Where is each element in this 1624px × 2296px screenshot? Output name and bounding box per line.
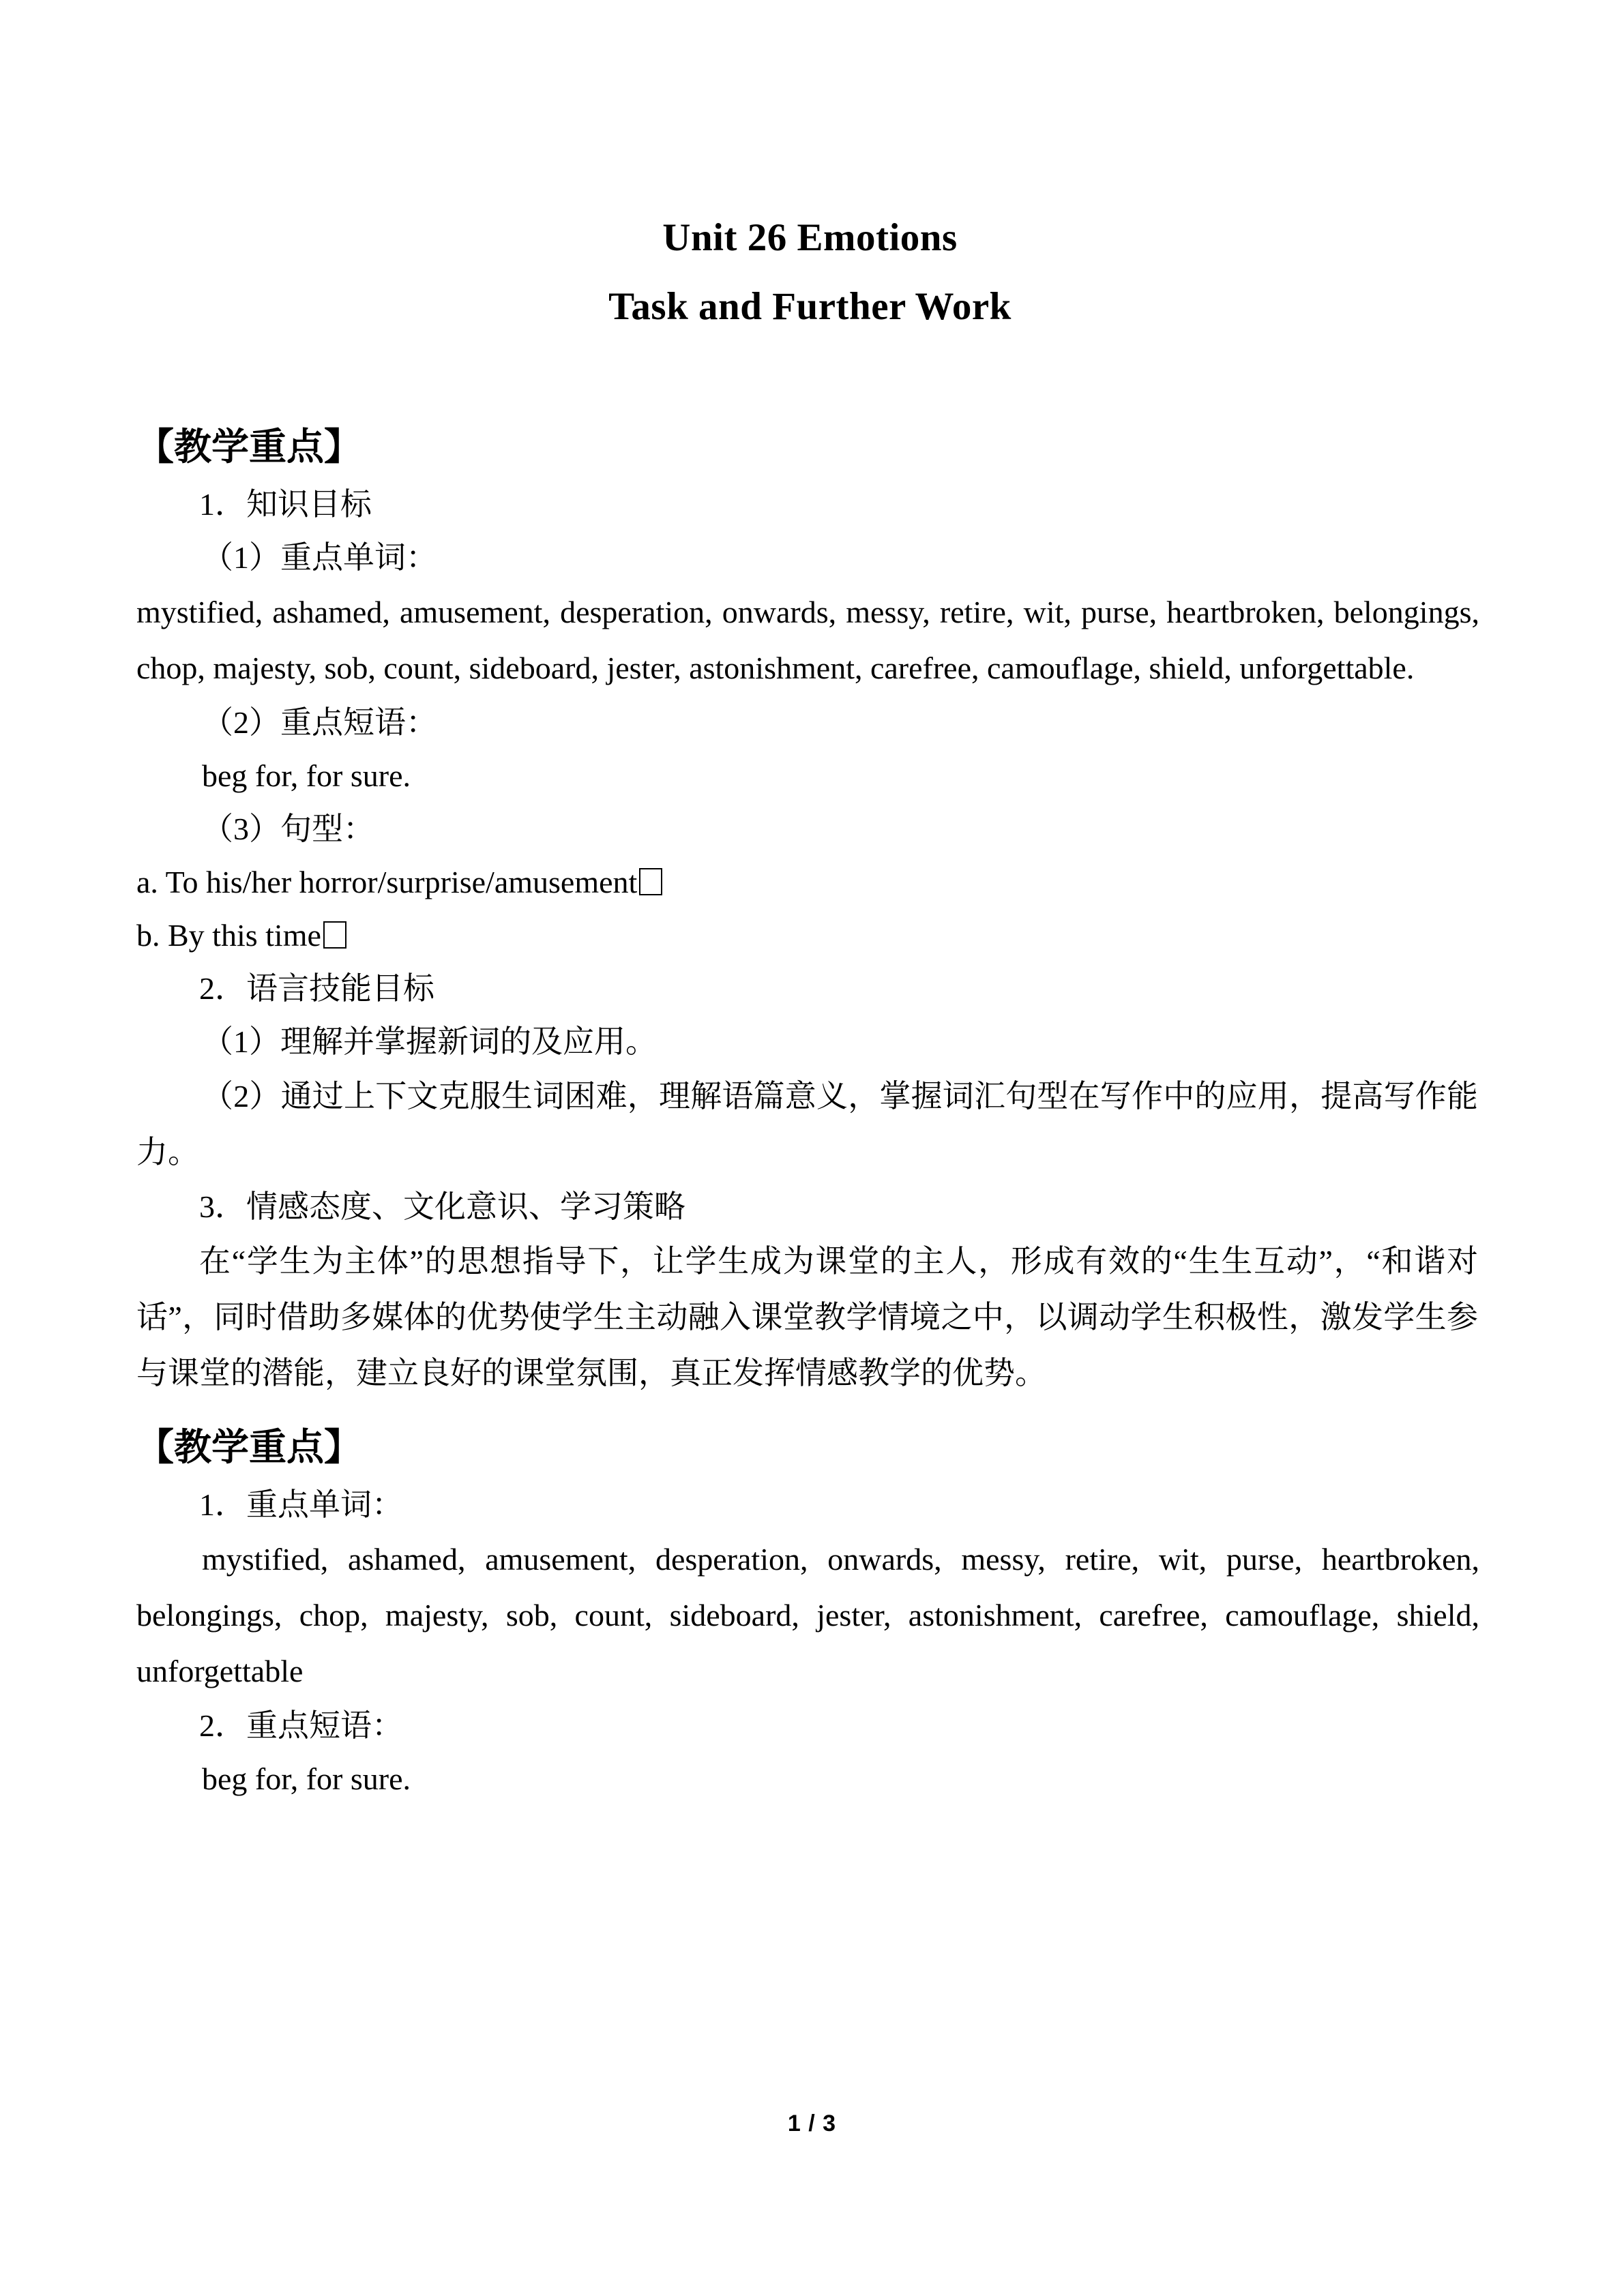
section-header-teaching-focus-1: 【教学重点】 (136, 426, 362, 468)
language-skill-2: （2）通过上下文克服生词困难，理解语篇意义，掌握词汇句型在写作中的应用，提高写作能力。 (136, 1079, 1478, 1169)
key-phrases-list-2: beg for, for sure. (202, 1761, 411, 1796)
key-phrases-list: beg for, for sure. (202, 758, 411, 793)
sentence-pattern-b-text: b. By this time (136, 918, 321, 953)
section-header-teaching-focus-2: 【教学重点】 (136, 1427, 362, 1468)
knowledge-objective-label: 1．知识目标 (199, 487, 372, 522)
language-skill-objective-label: 2．语言技能目标 (199, 971, 434, 1006)
key-phrases-label-2: 2．重点短语： (199, 1708, 403, 1743)
page-indicator: 1 / 3 (787, 2111, 837, 2136)
language-skill-1: （1）理解并掌握新词的及应用。 (202, 1024, 657, 1059)
key-words-label-2: 1．重点单词： (199, 1487, 403, 1522)
page-content (136, 0, 1483, 1806)
key-words-list: mystified, ashamed, amusement, desperation, onwards, messy, retire, wit, purse, heartbroken, belongings, chop, majesty, sob, count, sideboard, jester, astonishment, carefree, camouflage, shield, unforgettable. (136, 595, 1479, 685)
document-title-line1: Unit 26 Emotions (662, 216, 958, 259)
key-words-list-2: mystified, ashamed, amusement, desperation, onwards, messy, retire, wit, purse, heartbroken, belongings, chop, majesty, sob, count, sideboard, jester, astonishment, carefree, camouflage, shield, unforgettable (136, 1542, 1479, 1688)
sentence-pattern-a (136, 856, 1483, 909)
attitude-culture-strategy-label: 3．情感态度、文化意识、学习策略 (199, 1189, 685, 1224)
sentence-pattern-b (136, 909, 1483, 962)
missing-glyph-box-icon (639, 868, 662, 895)
sentence-pattern-a-text: a. To his/her horror/surprise/amusement (136, 865, 638, 899)
key-words-label: （1）重点单词： (202, 540, 437, 575)
missing-glyph-box-icon (323, 921, 346, 949)
page-footer (0, 2111, 1624, 2137)
attitude-paragraph: 在“学生为主体”的思想指导下，让学生成为课堂的主人，形成有效的“生生互动”，“和谐对话”，同时借助多媒体的优势使学生主动融入课堂教学情境之中，以调动学生积极性，激发学生参与课堂的潜能，建立良好的课堂氛围，真正发挥情感教学的优势。 (136, 1244, 1478, 1390)
key-phrases-label: （2）重点短语： (202, 705, 437, 740)
document-title-line2: Task and Further Work (608, 285, 1012, 328)
sentence-patterns-label: （3）句型： (202, 811, 374, 846)
